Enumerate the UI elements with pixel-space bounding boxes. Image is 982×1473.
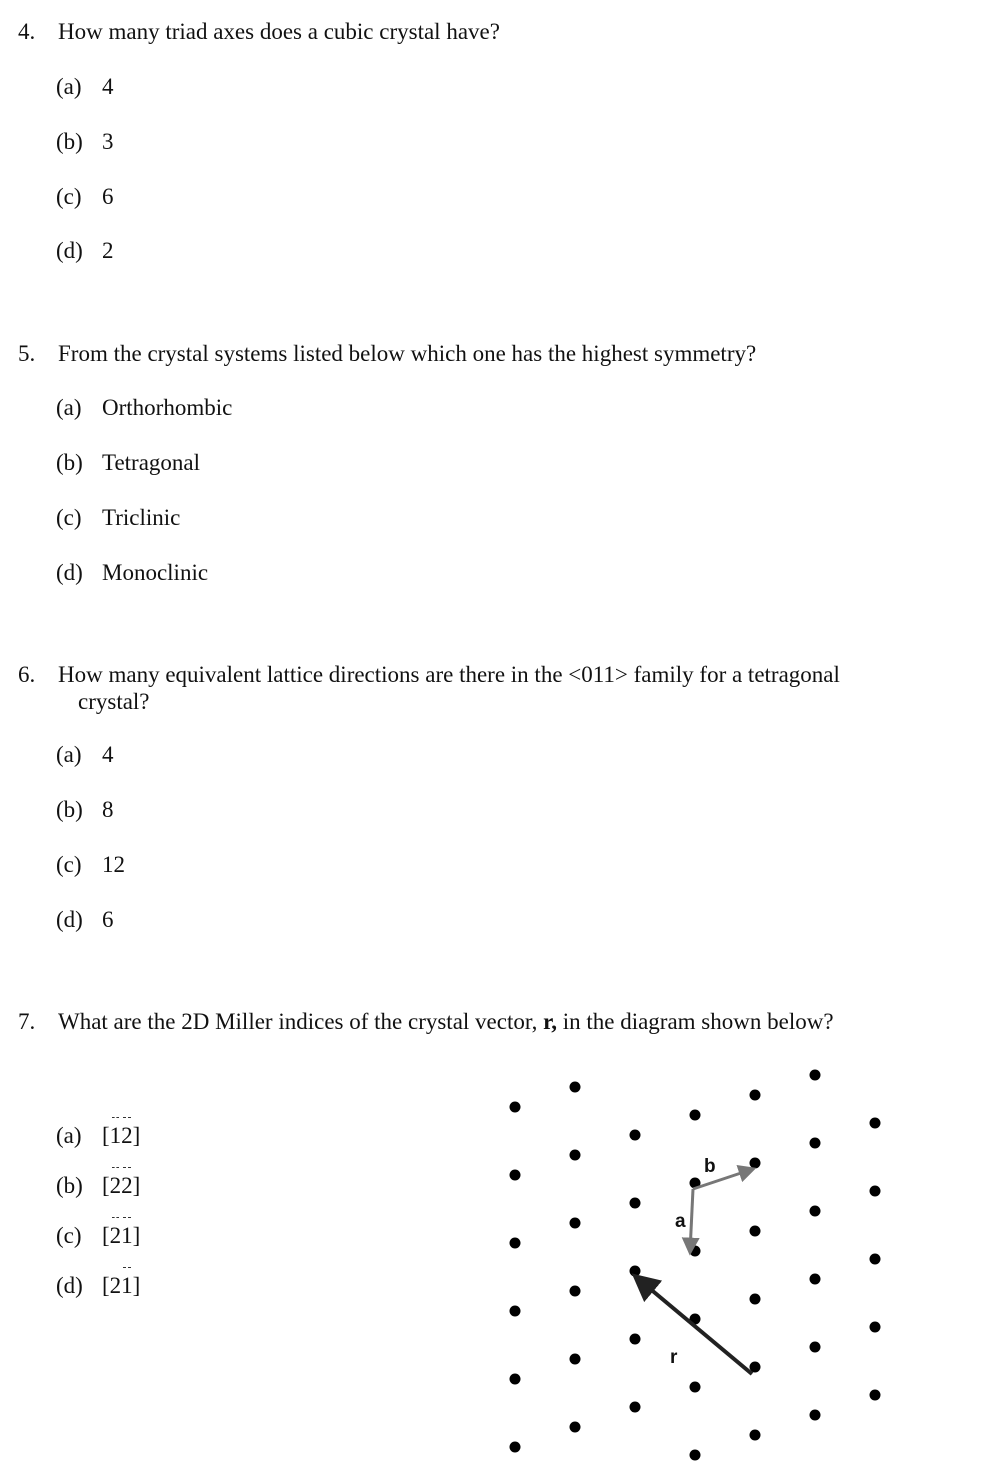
option-d [56, 906, 114, 933]
question-4 [18, 18, 958, 45]
vector-a-arrow [690, 1189, 693, 1252]
option-text: 12 [102, 852, 125, 877]
question-text: How many triad axes does a cubic crystal have? [58, 19, 500, 44]
lattice-point [630, 1266, 641, 1277]
option-text: 4 [102, 74, 114, 99]
question-text-start: What are the 2D Miller indices of the crystal vector, [58, 1009, 538, 1034]
question-text-line1: How many equivalent lattice directions are there in the <011> family for a tetragonal [58, 662, 840, 687]
miller-index-2: 1 [121, 1273, 133, 1298]
option-d [56, 1272, 140, 1299]
option-text: 2 [102, 238, 114, 263]
question-6 [18, 661, 958, 715]
option-letter: (c) [56, 505, 82, 530]
miller-open: [ [102, 1273, 110, 1298]
option-c [56, 183, 114, 210]
lattice-diagram [495, 1055, 895, 1465]
question-7 [18, 1008, 958, 1035]
question-5 [18, 340, 958, 367]
lattice-point [690, 1382, 701, 1393]
lattice-point [630, 1334, 641, 1345]
option-letter: (c) [56, 852, 82, 877]
vector-b-arrow [693, 1169, 753, 1189]
lattice-point [630, 1198, 641, 1209]
vector-a-label: a [675, 1211, 686, 1232]
lattice-point [870, 1186, 881, 1197]
lattice-point [810, 1342, 821, 1353]
miller-index-1: 2 [109, 1173, 122, 1198]
option-letter: (a) [56, 395, 82, 420]
vector-r-bold: r, [543, 1009, 557, 1034]
option-d [56, 237, 114, 264]
question-number: 4. [18, 19, 36, 44]
lattice-point [570, 1286, 581, 1297]
lattice-point [570, 1422, 581, 1433]
vector-r-arrow [636, 1277, 752, 1374]
miller-index-1: 2 [109, 1273, 122, 1298]
lattice-point [570, 1218, 581, 1229]
option-text: 6 [102, 184, 114, 209]
option-text: 3 [102, 129, 114, 154]
question-number: 6. [18, 662, 36, 687]
lattice-point [630, 1130, 641, 1141]
lattice-point [810, 1274, 821, 1285]
option-text: Triclinic [102, 505, 181, 530]
lattice-point [510, 1374, 521, 1385]
lattice-point [750, 1430, 761, 1441]
option-d [56, 559, 208, 586]
option-letter: (d) [56, 560, 83, 585]
option-letter: (d) [56, 238, 83, 263]
lattice-point [870, 1322, 881, 1333]
question-text [58, 1008, 958, 1035]
vector-r-label: r [670, 1347, 678, 1368]
lattice-point [510, 1238, 521, 1249]
lattice-point [870, 1254, 881, 1265]
lattice-point [750, 1090, 761, 1101]
miller-open: [ [102, 1173, 110, 1198]
question-text [58, 661, 958, 715]
option-c [56, 851, 125, 878]
miller-close: ] [132, 1273, 141, 1298]
option-letter: (b) [56, 797, 83, 822]
option-a [56, 1122, 140, 1149]
option-b [56, 796, 114, 823]
vector-b-label: b [704, 1156, 716, 1177]
question-number: 5. [18, 341, 36, 366]
lattice-point [510, 1170, 521, 1181]
lattice-point [570, 1150, 581, 1161]
miller-index-2: 2 [121, 1173, 133, 1198]
option-text: Tetragonal [102, 450, 201, 475]
lattice-point [810, 1138, 821, 1149]
option-text: Orthorhombic [102, 395, 233, 420]
question-text: From the crystal systems listed below which one has the highest symmetry? [58, 341, 757, 366]
lattice-point [510, 1102, 521, 1113]
question-number: 7. [18, 1009, 36, 1034]
question-text-end: in the diagram shown below? [562, 1009, 834, 1034]
lattice-point [570, 1354, 581, 1365]
miller-close: ] [132, 1173, 141, 1198]
option-letter: (d) [56, 907, 83, 932]
lattice-points [510, 1070, 881, 1461]
lattice-point [510, 1306, 521, 1317]
miller-open: [ [102, 1123, 110, 1148]
lattice-point [630, 1402, 641, 1413]
lattice-point [810, 1410, 821, 1421]
option-c [56, 504, 180, 531]
miller-index-2: 2 [121, 1123, 133, 1148]
miller-open: [ [102, 1223, 110, 1248]
option-text: 4 [102, 742, 114, 767]
option-b [56, 1172, 140, 1199]
lattice-point [870, 1390, 881, 1401]
option-letter: (a) [56, 742, 82, 767]
lattice-point [870, 1118, 881, 1129]
option-text: 8 [102, 797, 114, 822]
option-text: 6 [102, 907, 114, 932]
miller-index-2: 1 [121, 1223, 133, 1248]
lattice-point [810, 1070, 821, 1081]
lattice-point [690, 1450, 701, 1461]
lattice-point [510, 1442, 521, 1453]
option-b [56, 128, 114, 155]
option-letter: (d) [56, 1273, 83, 1298]
lattice-point [570, 1082, 581, 1093]
lattice-point [750, 1158, 761, 1169]
option-text: Monoclinic [102, 560, 209, 585]
option-letter: (a) [56, 1123, 82, 1148]
option-b [56, 449, 200, 476]
option-letter: (c) [56, 184, 82, 209]
lattice-point [810, 1206, 821, 1217]
option-a [56, 73, 114, 100]
miller-index-1: 2 [109, 1223, 122, 1248]
lattice-point [750, 1294, 761, 1305]
option-letter: (a) [56, 74, 82, 99]
lattice-point [690, 1110, 701, 1121]
option-letter: (c) [56, 1223, 82, 1248]
option-letter: (b) [56, 1173, 83, 1198]
miller-close: ] [132, 1223, 141, 1248]
miller-close: ] [132, 1123, 141, 1148]
miller-index-1: 1 [109, 1123, 122, 1148]
option-letter: (b) [56, 450, 83, 475]
option-a [56, 741, 114, 768]
question-text-line2: crystal? [78, 689, 150, 714]
option-a [56, 394, 232, 421]
option-letter: (b) [56, 129, 83, 154]
option-c [56, 1222, 140, 1249]
lattice-point [750, 1226, 761, 1237]
